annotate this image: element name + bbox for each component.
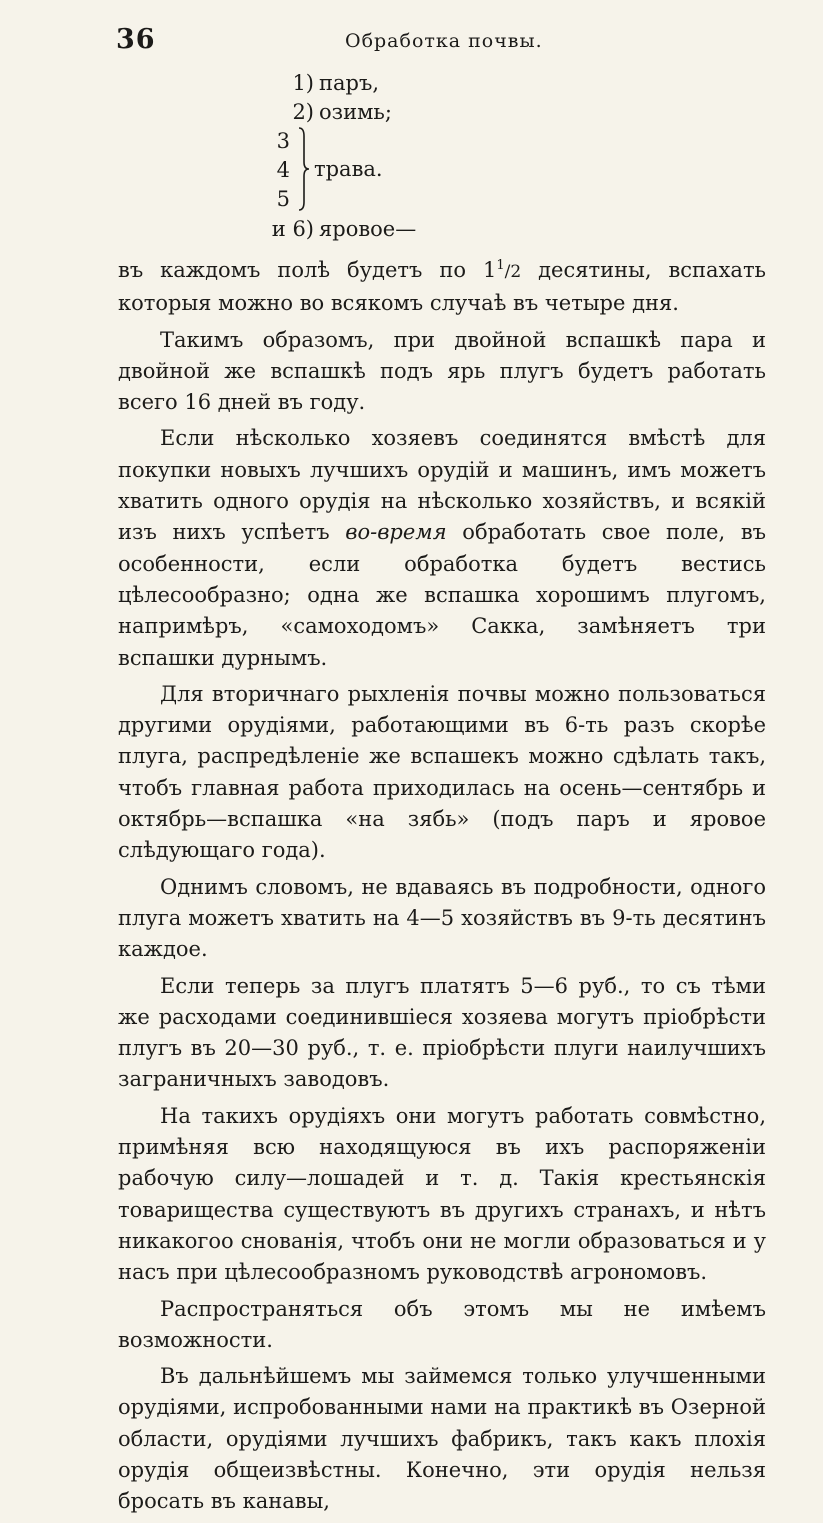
rotation-item xyxy=(254,68,379,98)
rotation-item xyxy=(254,155,290,185)
paragraph: Въ дальнѣйшемъ мы займемся только улучшенными орудіями, испробованными нами на практикѣ въ Озерной области, орудіями лучшихъ фабрикъ, такъ какъ плохія орудія общеизвѣстны. Конечно, эти орудія нельзя бросать въ канавы, xyxy=(118,1364,766,1514)
paragraph: Распространяться объ этомъ мы не имѣемъ возможности. xyxy=(118,1296,766,1352)
rotation-item-text: яровое— xyxy=(319,217,417,241)
rotation-item-number: 1) xyxy=(292,71,314,95)
page-number: 36 xyxy=(116,24,156,55)
paragraph-text: обработать свое поле, въ особенности, если обработка будетъ вестись цѣлесообразно; одна же вспашка хорошимъ плугомъ, напримѣръ, «самоходомъ» Сакка, замѣняетъ три вспашки дурнымъ. xyxy=(118,520,766,670)
paragraph: Однимъ словомъ, не вдаваясь въ подробности, одного плуга можетъ хватить на 4—5 хозяйствъ въ 9-ть десятинъ каждое. xyxy=(118,874,766,962)
fraction-numerator: 1 xyxy=(496,258,505,273)
crop-rotation-list xyxy=(254,68,514,248)
grass-label: трава. xyxy=(314,157,383,181)
rotation-item-number: 2) xyxy=(292,100,314,124)
paragraph: Такимъ образомъ, при двойной вспашкѣ пара и двойной же вспашкѣ подъ ярь плугъ будетъ работать всего 16 дней въ году. xyxy=(118,327,766,415)
rotation-item xyxy=(254,126,290,156)
paragraph xyxy=(118,423,766,673)
paragraph-text: въ каждомъ полѣ будетъ по 1 xyxy=(118,258,497,282)
running-head: Обработка почвы. xyxy=(345,30,543,52)
paragraph: На такихъ орудіяхъ они могутъ работать совмѣстно, примѣняя всю находящуюся въ ихъ распоряженіи рабочую силу—лошадей и т. д. Такія крестьянскія товарищества существуютъ въ другихъ странахъ, и нѣтъ никакогоо снованія, чтобъ они не могли образоваться и у насъ при цѣлесообразномъ руководствѣ агрономовъ. xyxy=(118,1103,766,1285)
body-text xyxy=(118,255,766,1523)
rotation-item-text: озимь; xyxy=(319,100,392,124)
rotation-item-number: и 6) xyxy=(271,217,314,241)
fraction-denominator: /2 xyxy=(504,262,522,282)
paragraph-text: десятины, вспахать которыя можно во всякомъ случаѣ въ четыре дня. xyxy=(118,258,766,316)
rotation-item-number: 4 xyxy=(276,158,290,182)
rotation-item-number: 5 xyxy=(276,187,290,211)
rotation-item-text: паръ, xyxy=(319,71,379,95)
emphasized-text: во-время xyxy=(345,520,447,545)
paragraph-text: Если нѣсколько хозяевъ соединятся вмѣстѣ для покупки новыхъ лучшихъ орудій и машинъ, имъ можетъ хватить одного орудія на нѣсколько хозяйствъ, и всякій изъ нихъ успѣетъ xyxy=(118,426,766,545)
paragraph: Если теперь за плугъ платятъ 5—6 руб., то съ тѣми же расходами соединившіеся хозяева могутъ пріобрѣсти плугъ въ 20—30 руб., т. е. пріобрѣсти плуги наилучшихъ заграничныхъ заводовъ. xyxy=(118,973,766,1092)
rotation-item xyxy=(242,214,416,244)
rotation-item xyxy=(254,184,290,214)
rotation-item-number: 3 xyxy=(276,129,290,153)
curly-brace-icon xyxy=(296,126,310,212)
paragraph: Для вторичнаго рыхленія почвы можно пользоваться другими орудіями, работающими въ 6-ть разъ скорѣе плуга, распредѣленіе же вспашекъ можно сдѣлать такъ, чтобъ главная работа приходилась на осень—сентябрь и октябрь—вспашка «на зябь» (подъ паръ и яровое слѣдующаго года). xyxy=(118,681,766,863)
rotation-item xyxy=(254,97,392,127)
paragraph xyxy=(118,255,766,320)
